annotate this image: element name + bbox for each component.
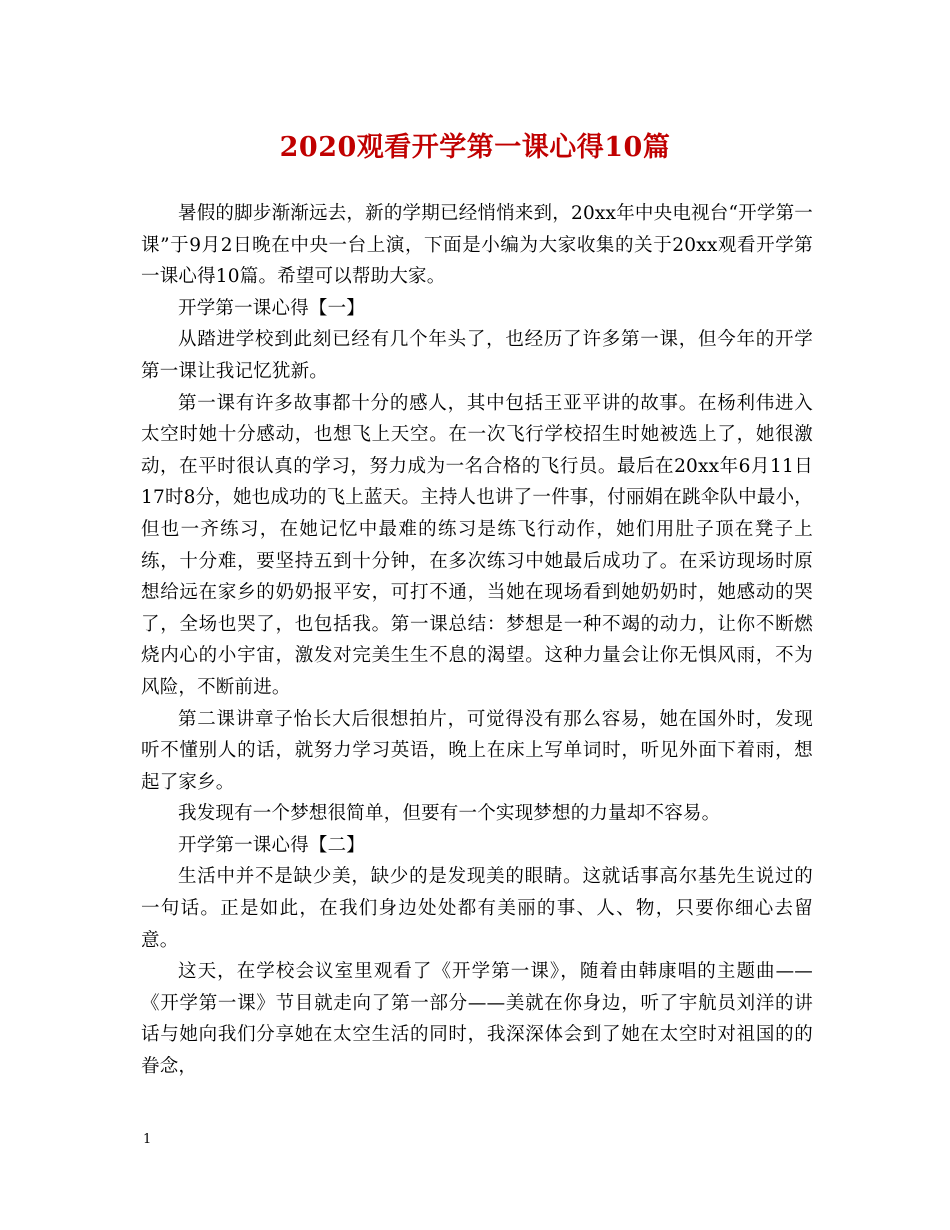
body-paragraph: 从踏进学校到此刻已经有几个年头了，也经历了许多第一课，但今年的开学第一课让我记忆犹新。 bbox=[141, 329, 813, 382]
body-paragraph: 这天，在学校会议室里观看了《开学第一课》，随着由韩康唱的主题曲——《开学第一课》节目就走向了第一部分——美就在你身边，听了宇航员刘洋的讲话与她向我们分享她在太空生活的同时，我深深体会到了她在太空时对祖国的的眷念， bbox=[141, 961, 813, 1078]
body-paragraph: 第二课讲章子怡长大后很想拍片，可觉得没有那么容易，她在国外时，发现听不懂别人的话，就努力学习英语，晚上在床上写单词时，听见外面下着雨，想起了家乡。 bbox=[141, 708, 813, 793]
section-heading-one: 开学第一课心得【一】 bbox=[178, 297, 366, 319]
body-paragraph: 生活中并不是缺少美，缺少的是发现美的眼睛。这就话事高尔基先生说过的一句话。正是如此，在我们身边处处都有美丽的事、人、物，只要你细心去留意。 bbox=[141, 866, 813, 951]
intro-paragraph: 暑假的脚步渐渐远去，新的学期已经悄悄来到，20xx年中央电视台“开学第一课”于9月2日晚在中央一台上演，下面是小编为大家收集的关于20xx观看开学第一课心得10篇。希望可以帮助大家。 bbox=[141, 203, 813, 288]
body-paragraph: 第一课有许多故事都十分的感人，其中包括王亚平讲的故事。在杨利伟进入太空时她十分感动，也想飞上天空。在一次飞行学校招生时她被选上了，她很激动，在平时很认真的学习，努力成为一名合格的飞行员。最后在20xx年6月11日17时8分，她也成功的飞上蓝天。主持人也讲了一件事，付丽娟在跳伞队中最小，但也一齐练习，在她记忆中最难的练习是练飞行动作，她们用肚子顶在凳子上练，十分难，要坚持五到十分钟，在多次练习中她最后成功了。在采访现场时原想给远在家乡的奶奶报平安，可打不通，当她在现场看到她奶奶时，她感动的哭了，全场也哭了，也包括我。第一课总结：梦想是一种不竭的动力，让你不断燃烧内心的小宇宙，激发对完美生生不息的渴望。这种力量会让你无惧风雨，不为风险，不断前进。 bbox=[141, 392, 813, 698]
body-paragraph: 我发现有一个梦想很简单，但要有一个实现梦想的力量却不容易。 bbox=[178, 803, 721, 825]
document-title: 2020观看开学第一课心得10篇 bbox=[279, 132, 671, 163]
section-heading-two: 开学第一课心得【二】 bbox=[178, 834, 366, 856]
document-body bbox=[141, 198, 813, 1083]
page-number: 1 bbox=[143, 1132, 152, 1147]
